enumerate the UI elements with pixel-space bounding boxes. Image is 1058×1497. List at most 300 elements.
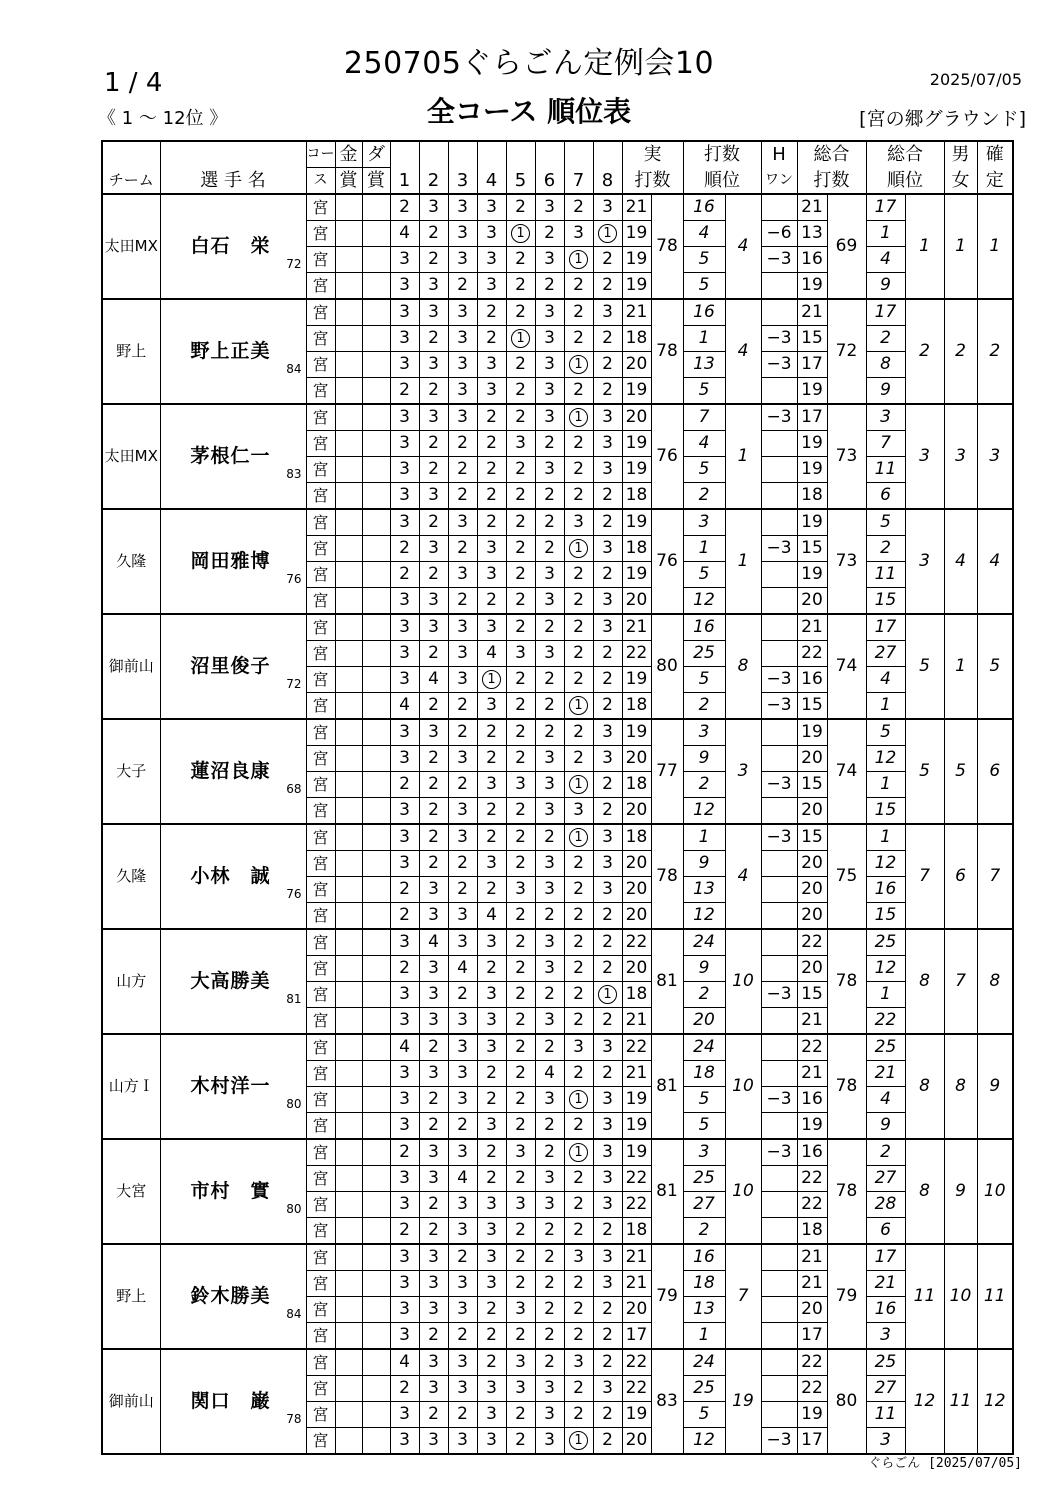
hole-score: 2 (506, 562, 535, 588)
hole-score: 2 (448, 483, 477, 510)
hole-score: 4 (477, 903, 506, 930)
round-total-rank: 1 (866, 693, 905, 720)
round-rank: 7 (683, 404, 725, 431)
hole-score: 2 (506, 1271, 535, 1297)
course-cell: 宮 (306, 1087, 335, 1113)
round-total-strokes: 17 (797, 1323, 827, 1350)
player-name-cell (160, 719, 306, 824)
hole-score: 3 (506, 1376, 535, 1402)
round-strokes: 20 (622, 588, 651, 615)
hole-score: 2 (477, 877, 506, 903)
round-total-rank: 8 (866, 352, 905, 378)
round-strokes: 19 (622, 1087, 651, 1113)
gold-prize-cell (335, 247, 362, 273)
total-rank: 1 (905, 194, 944, 299)
course-cell: 宮 (306, 1271, 335, 1297)
hole-score: 2 (593, 273, 622, 300)
hole-score: 2 (535, 1139, 564, 1166)
hole-score: 3 (448, 1034, 477, 1061)
round-total-rank: 21 (866, 1271, 905, 1297)
col-final-bottom: 定 (977, 168, 1013, 195)
round-total-rank: 2 (866, 536, 905, 562)
hole-score: 2 (564, 1008, 593, 1035)
hole-score: 2 (506, 247, 535, 273)
player-name-cell (160, 194, 306, 299)
da-prize-cell (362, 772, 390, 798)
hole-score: 3 (448, 562, 477, 588)
hole-score: 3 (506, 641, 535, 667)
hole-score: 3 (477, 614, 506, 641)
course-cell: 宮 (306, 1192, 335, 1218)
hole-score: 2 (477, 824, 506, 851)
actual-strokes: 80 (651, 614, 683, 719)
hole-score: 3 (390, 614, 419, 641)
da-prize-cell (362, 746, 390, 772)
hole-score: 3 (564, 509, 593, 536)
hole-in-one-bonus (761, 1271, 797, 1297)
hole-in-one-bonus (761, 1402, 797, 1428)
table-row (102, 929, 1013, 956)
hole-score: 3 (419, 352, 448, 378)
hole-score (593, 221, 622, 247)
hole-in-one-mark: 1 (569, 1090, 588, 1109)
round-total-strokes: 21 (797, 1008, 827, 1035)
course-cell: 宮 (306, 457, 335, 483)
round-rank: 5 (683, 273, 725, 300)
hole-score: 2 (448, 851, 477, 877)
round-rank: 5 (683, 457, 725, 483)
player-handicap: 68 (286, 782, 302, 796)
hole-score: 2 (419, 1087, 448, 1113)
round-rank: 20 (683, 1008, 725, 1035)
hole-score: 2 (593, 929, 622, 956)
hole-score: 2 (419, 247, 448, 273)
total-rank: 11 (905, 1244, 944, 1349)
strokes-rank: 8 (725, 614, 761, 719)
hole-score: 2 (419, 772, 448, 798)
round-total-rank: 9 (866, 1113, 905, 1140)
gold-prize-cell (335, 1139, 362, 1166)
round-strokes: 19 (622, 1402, 651, 1428)
final-rank: 5 (977, 614, 1013, 719)
round-rank: 24 (683, 1034, 725, 1061)
course-cell: 宮 (306, 798, 335, 825)
hole-score: 3 (390, 247, 419, 273)
round-strokes: 22 (622, 641, 651, 667)
hole-score: 3 (535, 772, 564, 798)
hole-in-one-mark: 1 (569, 696, 588, 715)
hole-score: 3 (419, 1166, 448, 1192)
round-total-rank: 27 (866, 641, 905, 667)
strokes-rank: 10 (725, 1139, 761, 1244)
round-total-strokes: 22 (797, 1376, 827, 1402)
hole-score: 3 (477, 194, 506, 221)
hole-in-one-bonus (761, 299, 797, 326)
hole-score: 2 (535, 982, 564, 1008)
round-strokes: 18 (622, 982, 651, 1008)
strokes-rank: 4 (725, 299, 761, 404)
player-name: 野上正美 (190, 340, 271, 362)
hole-score: 3 (593, 824, 622, 851)
hole-score: 3 (477, 1218, 506, 1245)
hole-score: 3 (390, 509, 419, 536)
hole-score: 2 (506, 1402, 535, 1428)
round-rank: 16 (683, 299, 725, 326)
course-cell: 宮 (306, 1139, 335, 1166)
col-gold-top: 金 (335, 141, 362, 168)
hole-in-one-bonus (761, 1376, 797, 1402)
gold-prize-cell (335, 1218, 362, 1245)
round-strokes: 21 (622, 1244, 651, 1271)
hole-score: 2 (419, 431, 448, 457)
player-name: 岡田雅博 (190, 550, 271, 572)
da-prize-cell (362, 1034, 390, 1061)
actual-strokes: 81 (651, 929, 683, 1034)
round-total-strokes: 21 (797, 1244, 827, 1271)
hole-score: 2 (593, 1428, 622, 1455)
hole-score: 3 (448, 903, 477, 930)
hole-score: 2 (593, 483, 622, 510)
hole-in-one-bonus (761, 746, 797, 772)
hole-score: 3 (477, 851, 506, 877)
da-prize-cell (362, 536, 390, 562)
hole-score: 3 (535, 746, 564, 772)
round-total-rank: 15 (866, 798, 905, 825)
col-final-top: 確 (977, 141, 1013, 168)
hole-score: 2 (448, 536, 477, 562)
hole-score: 2 (390, 194, 419, 221)
hole-score: 3 (448, 1271, 477, 1297)
hole-score: 3 (593, 588, 622, 615)
hole-score (564, 1087, 593, 1113)
hole-score: 2 (535, 221, 564, 247)
hole-in-one-bonus (761, 1034, 797, 1061)
round-total-strokes: 17 (797, 404, 827, 431)
hole-score: 2 (564, 746, 593, 772)
hole-score: 3 (477, 772, 506, 798)
round-strokes: 18 (622, 536, 651, 562)
da-prize-cell (362, 457, 390, 483)
course-cell: 宮 (306, 588, 335, 615)
hole-score: 3 (390, 1113, 419, 1140)
round-total-strokes: 19 (797, 719, 827, 746)
round-strokes: 21 (622, 1008, 651, 1035)
hole-score: 3 (419, 1008, 448, 1035)
hole-score: 2 (448, 1113, 477, 1140)
course-cell: 宮 (306, 404, 335, 431)
hole-score: 3 (477, 221, 506, 247)
hole-score: 2 (593, 1008, 622, 1035)
course-cell: 宮 (306, 1166, 335, 1192)
round-total-rank: 4 (866, 667, 905, 693)
course-cell: 宮 (306, 247, 335, 273)
hole-score: 3 (419, 483, 448, 510)
hole-score: 3 (448, 1218, 477, 1245)
col-hone-top: H (761, 141, 797, 168)
gold-prize-cell (335, 1192, 362, 1218)
da-prize-cell (362, 693, 390, 720)
hole-score: 2 (535, 536, 564, 562)
hole-score: 2 (477, 404, 506, 431)
hole-score: 3 (419, 719, 448, 746)
hole-score: 2 (593, 1349, 622, 1376)
da-prize-cell (362, 247, 390, 273)
strokes-rank: 1 (725, 509, 761, 614)
hole-score: 3 (448, 746, 477, 772)
hole-score: 3 (390, 457, 419, 483)
hole-in-one-mark: 1 (569, 775, 588, 794)
hole-in-one-mark: 1 (598, 985, 617, 1004)
hole-score: 2 (477, 746, 506, 772)
round-rank: 1 (683, 824, 725, 851)
hole-score: 2 (593, 247, 622, 273)
hole-score: 3 (535, 326, 564, 352)
round-rank: 13 (683, 352, 725, 378)
round-total-rank: 25 (866, 1349, 905, 1376)
hole-score: 2 (535, 1244, 564, 1271)
hole-score: 2 (564, 1297, 593, 1323)
hole-score: 3 (477, 1034, 506, 1061)
hole-in-one-mark: 1 (511, 329, 530, 348)
hole-score: 2 (448, 693, 477, 720)
course-cell: 宮 (306, 956, 335, 982)
hole-score: 3 (448, 1349, 477, 1376)
gold-prize-cell (335, 667, 362, 693)
course-cell: 宮 (306, 483, 335, 510)
round-strokes: 21 (622, 1271, 651, 1297)
hole-score: 3 (506, 1297, 535, 1323)
round-rank: 4 (683, 431, 725, 457)
hole-score: 3 (535, 194, 564, 221)
round-rank: 9 (683, 956, 725, 982)
hole-in-one-bonus: −3 (761, 982, 797, 1008)
hole-score: 2 (593, 1218, 622, 1245)
total-rank: 7 (905, 824, 944, 929)
hole-score: 3 (535, 1376, 564, 1402)
hole-score: 2 (535, 1034, 564, 1061)
gold-prize-cell (335, 509, 362, 536)
da-prize-cell (362, 1113, 390, 1140)
table-row (102, 194, 1013, 221)
total-strokes: 79 (827, 1244, 866, 1349)
round-total-strokes: 15 (797, 536, 827, 562)
round-total-rank: 22 (866, 1008, 905, 1035)
hole-score: 2 (506, 903, 535, 930)
hole-in-one-bonus: −3 (761, 352, 797, 378)
da-prize-cell (362, 1376, 390, 1402)
hole-score: 2 (419, 1218, 448, 1245)
hole-score: 3 (477, 1376, 506, 1402)
team-cell: 大子 (102, 719, 160, 824)
col-trank-bottom: 順位 (866, 168, 944, 195)
gold-prize-cell (335, 326, 362, 352)
total-strokes: 78 (827, 1139, 866, 1244)
gold-prize-cell (335, 1271, 362, 1297)
hole-in-one-bonus: −6 (761, 221, 797, 247)
hole-score: 3 (535, 562, 564, 588)
hole-in-one-bonus (761, 509, 797, 536)
da-prize-cell (362, 1349, 390, 1376)
round-strokes: 18 (622, 693, 651, 720)
team-cell: 御前山 (102, 1349, 160, 1454)
da-prize-cell (362, 1428, 390, 1455)
gold-prize-cell (335, 1166, 362, 1192)
gold-prize-cell (335, 641, 362, 667)
round-rank: 5 (683, 378, 725, 405)
hole-in-one-bonus (761, 956, 797, 982)
round-total-rank: 1 (866, 221, 905, 247)
team-cell: 久隆 (102, 509, 160, 614)
hole-score (564, 352, 593, 378)
round-total-rank: 3 (866, 1323, 905, 1350)
hole-score: 2 (506, 982, 535, 1008)
round-strokes: 21 (622, 194, 651, 221)
final-rank: 8 (977, 929, 1013, 1034)
hole-score: 3 (448, 1008, 477, 1035)
hole-score: 3 (390, 352, 419, 378)
col-hole-7: 7 (564, 141, 593, 194)
hole-score: 3 (535, 1402, 564, 1428)
player-handicap: 76 (286, 887, 302, 901)
round-total-strokes: 19 (797, 1113, 827, 1140)
player-name: 鈴木勝美 (190, 1285, 271, 1307)
player-name-cell (160, 1139, 306, 1244)
round-total-strokes: 16 (797, 667, 827, 693)
hole-score: 2 (477, 1297, 506, 1323)
hole-score: 2 (564, 457, 593, 483)
hole-in-one-bonus: −3 (761, 824, 797, 851)
actual-strokes: 78 (651, 194, 683, 299)
round-total-rank: 11 (866, 562, 905, 588)
hole-score: 3 (564, 1349, 593, 1376)
actual-strokes: 79 (651, 1244, 683, 1349)
da-prize-cell (362, 1271, 390, 1297)
hole-score: 2 (564, 982, 593, 1008)
round-total-strokes: 17 (797, 352, 827, 378)
round-rank: 24 (683, 1349, 725, 1376)
round-rank: 5 (683, 667, 725, 693)
hole-in-one-bonus (761, 614, 797, 641)
da-prize-cell (362, 562, 390, 588)
hole-score: 2 (390, 956, 419, 982)
round-total-strokes: 15 (797, 772, 827, 798)
strokes-rank: 4 (725, 194, 761, 299)
page-subtitle: 全コース 順位表 (426, 95, 632, 128)
hole-score: 3 (419, 1061, 448, 1087)
player-handicap: 72 (286, 257, 302, 271)
da-prize-cell (362, 378, 390, 405)
hole-score: 2 (564, 903, 593, 930)
hole-score: 2 (477, 1139, 506, 1166)
venue-label: [宮の郷グラウンド] (859, 108, 1026, 130)
hole-score: 3 (390, 798, 419, 825)
player-name: 白石 栄 (190, 235, 271, 257)
course-cell: 宮 (306, 562, 335, 588)
col-actual-bottom: 打数 (622, 168, 683, 195)
gold-prize-cell (335, 221, 362, 247)
round-strokes: 19 (622, 719, 651, 746)
round-strokes: 20 (622, 903, 651, 930)
hole-score: 4 (419, 667, 448, 693)
total-strokes: 72 (827, 299, 866, 404)
course-cell: 宮 (306, 1244, 335, 1271)
hole-score: 3 (564, 1034, 593, 1061)
col-trank-top: 総合 (866, 141, 944, 168)
round-total-strokes: 22 (797, 641, 827, 667)
hole-in-one-bonus (761, 641, 797, 667)
hole-score: 3 (535, 641, 564, 667)
hole-score: 2 (535, 1349, 564, 1376)
player-name-cell (160, 614, 306, 719)
round-rank: 16 (683, 1244, 725, 1271)
round-total-rank: 17 (866, 614, 905, 641)
course-cell: 宮 (306, 614, 335, 641)
hole-score: 3 (448, 1087, 477, 1113)
hole-score: 3 (506, 877, 535, 903)
hole-score: 2 (448, 772, 477, 798)
round-strokes: 21 (622, 1061, 651, 1087)
round-total-rank: 15 (866, 903, 905, 930)
gender-rank: 1 (944, 194, 977, 299)
gender-rank: 3 (944, 404, 977, 509)
round-total-rank: 16 (866, 1297, 905, 1323)
da-prize-cell (362, 221, 390, 247)
gold-prize-cell (335, 1428, 362, 1455)
hole-score: 3 (419, 956, 448, 982)
round-strokes: 19 (622, 273, 651, 300)
hole-score: 3 (448, 1428, 477, 1455)
hole-score: 2 (564, 378, 593, 405)
footer-note: ぐらごん [2025/07/05] (868, 1456, 1022, 1471)
hole-score: 3 (390, 641, 419, 667)
hole-score: 3 (477, 1402, 506, 1428)
hole-score: 2 (419, 326, 448, 352)
hole-score: 3 (477, 247, 506, 273)
hole-score: 3 (477, 1244, 506, 1271)
hole-score: 3 (477, 929, 506, 956)
hole-score: 3 (390, 667, 419, 693)
round-strokes: 18 (622, 326, 651, 352)
round-rank: 5 (683, 1402, 725, 1428)
round-total-strokes: 22 (797, 1034, 827, 1061)
round-rank: 5 (683, 247, 725, 273)
da-prize-cell (362, 956, 390, 982)
hole-score: 3 (448, 378, 477, 405)
hole-score: 2 (564, 299, 593, 326)
hole-score: 2 (419, 798, 448, 825)
gold-prize-cell (335, 1376, 362, 1402)
hole-score: 3 (477, 1113, 506, 1140)
hole-score: 2 (535, 667, 564, 693)
hole-score: 2 (593, 1061, 622, 1087)
final-rank: 9 (977, 1034, 1013, 1139)
round-total-rank: 21 (866, 1061, 905, 1087)
hole-score: 2 (506, 352, 535, 378)
hole-score (564, 247, 593, 273)
hole-score (564, 693, 593, 720)
hole-score: 3 (477, 562, 506, 588)
hole-in-one-bonus: −3 (761, 536, 797, 562)
round-strokes: 22 (622, 1376, 651, 1402)
hole-in-one-bonus (761, 1244, 797, 1271)
hole-score: 3 (390, 273, 419, 300)
round-rank: 9 (683, 746, 725, 772)
hole-score: 3 (390, 1087, 419, 1113)
hole-score: 4 (448, 1166, 477, 1192)
player-handicap: 80 (286, 1202, 302, 1216)
round-total-rank: 12 (866, 851, 905, 877)
course-cell: 宮 (306, 1034, 335, 1061)
